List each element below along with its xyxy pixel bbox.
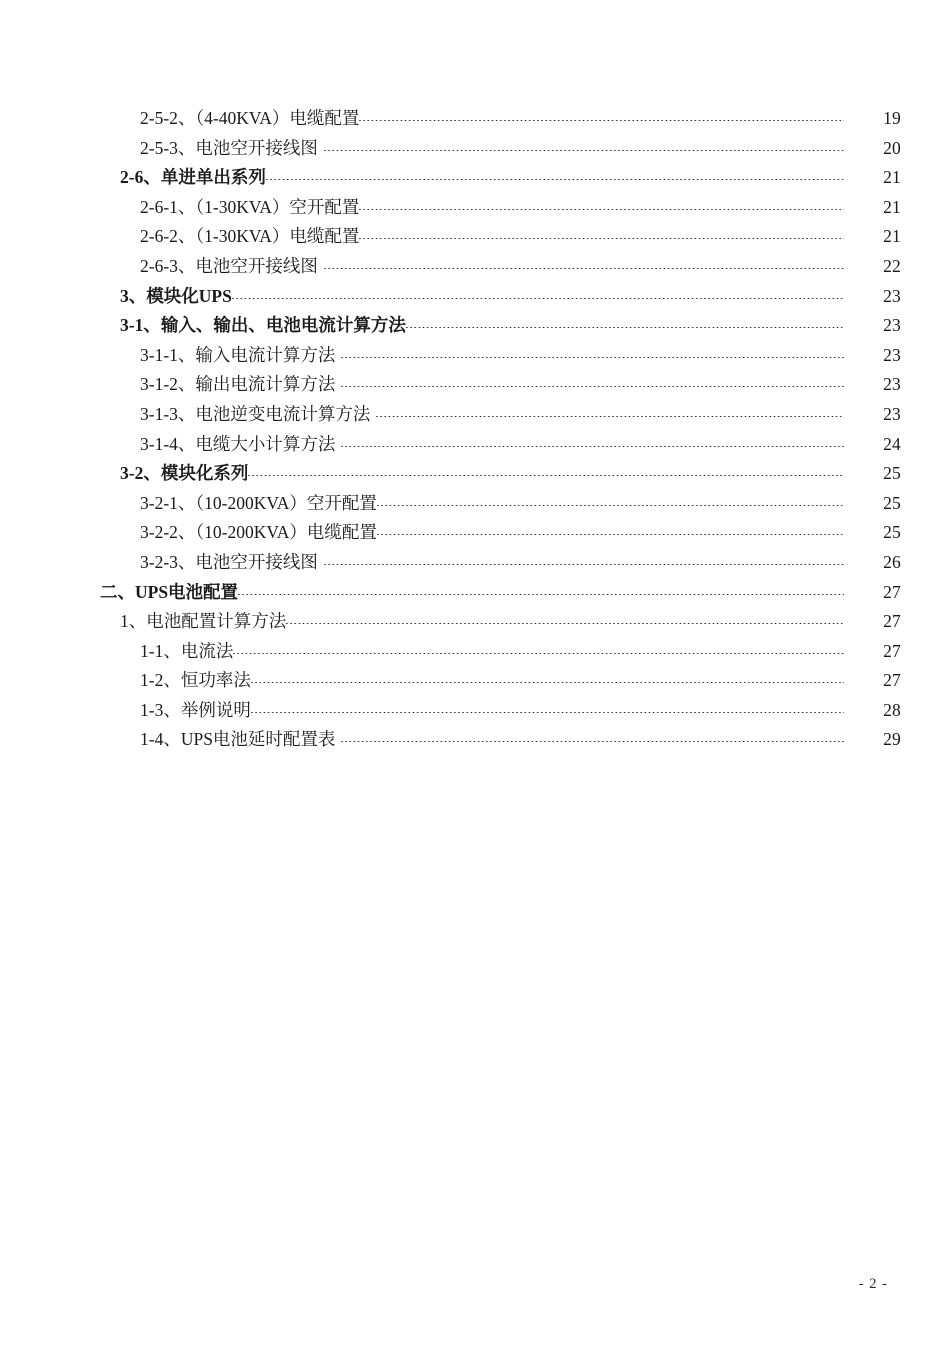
toc-entry-page-number: 29 <box>883 729 901 750</box>
toc-entry-title: 2-6-3、电池空开接线图 <box>140 255 318 276</box>
toc-dot-leader <box>248 475 844 476</box>
toc-entry-title: 2-5-3、电池空开接线图 <box>140 137 318 158</box>
toc-entry[interactable] <box>0 282 950 312</box>
toc-entry-page-number: 21 <box>883 226 901 247</box>
toc-entry-page-number: 27 <box>883 640 901 661</box>
toc-entry[interactable] <box>0 341 950 371</box>
toc-entry-title: 1-2、恒功率法 <box>140 670 251 691</box>
toc-entry[interactable] <box>0 666 950 696</box>
toc-entry[interactable] <box>0 696 950 726</box>
toc-dot-leader <box>359 209 844 210</box>
toc-entry[interactable] <box>0 222 950 252</box>
toc-entry-page-number: 25 <box>883 492 901 513</box>
toc-entry-title: 1-1、电流法 <box>140 640 234 661</box>
toc-dot-leader <box>406 327 844 328</box>
toc-dot-leader <box>341 357 844 358</box>
toc-entry-page-number: 27 <box>883 670 901 691</box>
toc-dot-leader <box>377 534 844 535</box>
toc-entry-title: 3-2-2、（10-200KVA）电缆配置 <box>140 522 377 543</box>
toc-entry-page-number: 27 <box>883 611 901 632</box>
toc-dot-leader <box>232 298 844 299</box>
toc-entry[interactable] <box>0 725 950 755</box>
toc-entry[interactable] <box>0 548 950 578</box>
toc-entry[interactable] <box>0 193 950 223</box>
toc-entry-title: 2-6、单进单出系列 <box>120 167 266 188</box>
toc-dot-leader <box>238 594 844 595</box>
toc-entry-title: 3-1-1、输入电流计算方法 <box>140 344 336 365</box>
toc-entry[interactable] <box>0 311 950 341</box>
toc-entry-page-number: 27 <box>883 581 901 602</box>
toc-entry[interactable] <box>0 400 950 430</box>
page-footer-number: - 2 - <box>858 1276 888 1292</box>
toc-entry-title: 3-1-2、输出电流计算方法 <box>140 374 336 395</box>
toc-entry-title: 2-6-2、（1-30KVA）电缆配置 <box>140 226 360 247</box>
toc-entry-title: 二、UPS电池配置 <box>100 581 239 602</box>
toc-dot-leader <box>341 386 844 387</box>
toc-entry-title: 3-1-3、电池逆变电流计算方法 <box>140 403 371 424</box>
toc-entry-page-number: 23 <box>883 315 901 336</box>
toc-dot-leader <box>324 564 844 565</box>
toc-dot-leader <box>324 150 844 151</box>
toc-entry-title: 1-3、举例说明 <box>140 699 251 720</box>
toc-dot-leader <box>341 446 844 447</box>
toc-entry-title: 2-6-1、（1-30KVA）空开配置 <box>140 196 360 217</box>
toc-dot-leader <box>376 416 844 417</box>
toc-entry[interactable] <box>0 578 950 608</box>
toc-dot-leader <box>251 682 844 683</box>
toc-dot-leader <box>377 505 844 506</box>
toc-dot-leader <box>324 268 844 269</box>
toc-dot-leader <box>233 653 844 654</box>
toc-entry-title: 1、电池配置计算方法 <box>120 611 287 632</box>
toc-entry-title: 3、模块化UPS <box>120 285 232 306</box>
toc-dot-leader <box>359 238 844 239</box>
toc-dot-leader <box>341 741 844 742</box>
toc-dot-leader <box>286 623 844 624</box>
toc-entry[interactable] <box>0 163 950 193</box>
toc-entry-title: 3-2-3、电池空开接线图 <box>140 551 318 572</box>
table-of-contents <box>0 104 950 755</box>
toc-dot-leader <box>359 120 844 121</box>
toc-entry[interactable] <box>0 134 950 164</box>
toc-entry-page-number: 26 <box>883 551 901 572</box>
toc-entry-page-number: 23 <box>883 344 901 365</box>
toc-dot-leader <box>251 712 844 713</box>
toc-entry-title: 3-1、输入、输出、电池电流计算方法 <box>120 315 406 336</box>
toc-entry-page-number: 22 <box>883 255 901 276</box>
toc-entry-page-number: 25 <box>883 522 901 543</box>
toc-entry-page-number: 25 <box>883 463 901 484</box>
toc-entry[interactable] <box>0 489 950 519</box>
toc-entry-title: 3-1-4、电缆大小计算方法 <box>140 433 336 454</box>
toc-entry-page-number: 23 <box>883 403 901 424</box>
toc-entry[interactable] <box>0 252 950 282</box>
toc-entry-title: 2-5-2、（4-40KVA）电缆配置 <box>140 108 360 128</box>
toc-entry-title: 3-2、模块化系列 <box>120 463 249 484</box>
toc-entry-title: 3-2-1、（10-200KVA）空开配置 <box>140 492 377 513</box>
toc-entry-page-number: 28 <box>883 699 901 720</box>
toc-entry-page-number: 20 <box>883 137 901 158</box>
toc-entry[interactable] <box>0 459 950 489</box>
toc-entry-page-number: 23 <box>883 285 901 306</box>
toc-entry[interactable] <box>0 518 950 548</box>
toc-entry-title: 1-4、UPS电池延时配置表 <box>140 729 336 750</box>
toc-entry[interactable] <box>0 430 950 460</box>
toc-entry-page-number: 23 <box>883 374 901 395</box>
toc-entry-page-number: 21 <box>883 196 901 217</box>
toc-entry[interactable] <box>0 370 950 400</box>
toc-entry-page-number: 21 <box>883 167 901 188</box>
toc-entry-page-number: 24 <box>883 433 901 454</box>
toc-dot-leader <box>266 179 844 180</box>
toc-entry-page-number: 19 <box>883 108 901 128</box>
toc-entry[interactable] <box>0 104 950 134</box>
toc-entry[interactable] <box>0 607 950 637</box>
toc-entry[interactable] <box>0 637 950 667</box>
